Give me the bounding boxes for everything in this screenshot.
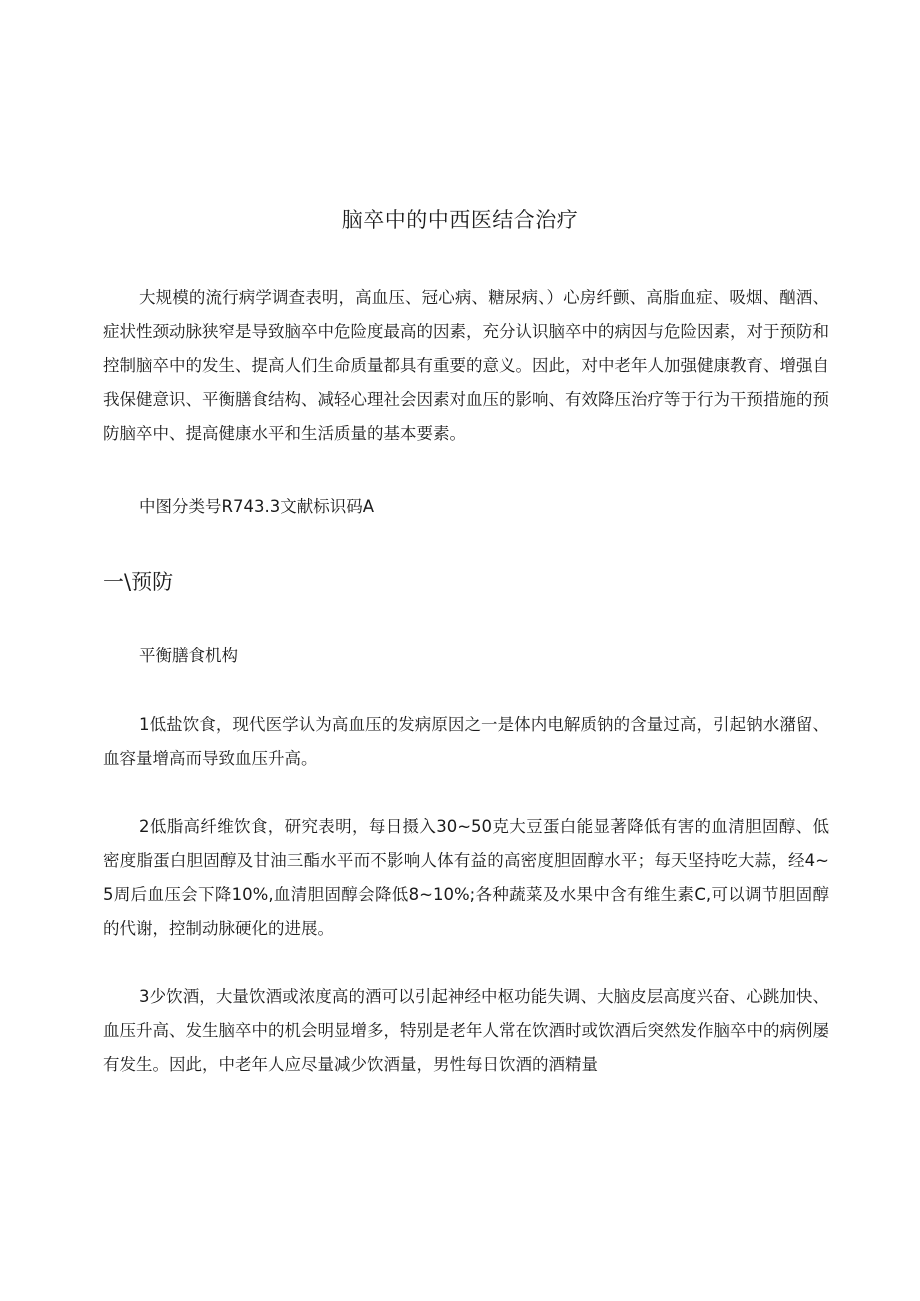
list-item: 1低盐饮食，现代医学认为高血压的发病原因之一是体内电解质钠的含量过高，引起钠水潴留、血容量增高而导致血压升高。 bbox=[103, 715, 829, 768]
section-heading: 一\预防 bbox=[103, 570, 174, 594]
classification-line: 中图分类号R743.3文献标识码A bbox=[139, 497, 374, 516]
list-item: 3少饮酒，大量饮酒或浓度高的酒可以引起神经中枢功能失调、大脑皮层高度兴奋、心跳加快、血压升高、发生脑卒中的机会明显增多，特别是老年人常在饮酒时或饮酒后突然发作脑卒中的病例屡有发生。因此，中老年人应尽量减少饮酒量，男性每日饮酒的酒精量 bbox=[103, 987, 829, 1074]
subheading: 平衡膳食机构 bbox=[139, 646, 238, 665]
intro-paragraph: 大规模的流行病学调查表明，高血压、冠心病、糖尿病、）心房纤颤、高脂血症、吸烟、酗酒、症状性颈动脉狭窄是导致脑卒中危险度最高的因素，充分认识脑卒中的病因与危险因素，对于预防和控制脑卒中的发生、提高人们生命质量都具有重要的意义。因此，对中老年人加强健康教育、增强自我保健意识、平衡膳食结构、减轻心理社会因素对血压的影响、有效降压治疗等于行为干预措施的预防脑卒中、提高健康水平和生活质量的基本要素。 bbox=[103, 288, 829, 443]
document-title: 脑卒中的中西医结合治疗 bbox=[341, 208, 579, 232]
list-item: 2低脂高纤维饮食，研究表明，每日摄入30~50克大豆蛋白能显著降低有害的血清胆固醇、低密度脂蛋白胆固醇及甘油三酯水平而不影响人体有益的高密度胆固醇水平；每天坚持吃大蒜，经4~5周后血压会下降10%,血清胆固醇会降低8~10%;各种蔬菜及水果中含有维生素C,可以调节胆固醇的代谢，控制动脉硬化的进展。 bbox=[103, 817, 829, 938]
